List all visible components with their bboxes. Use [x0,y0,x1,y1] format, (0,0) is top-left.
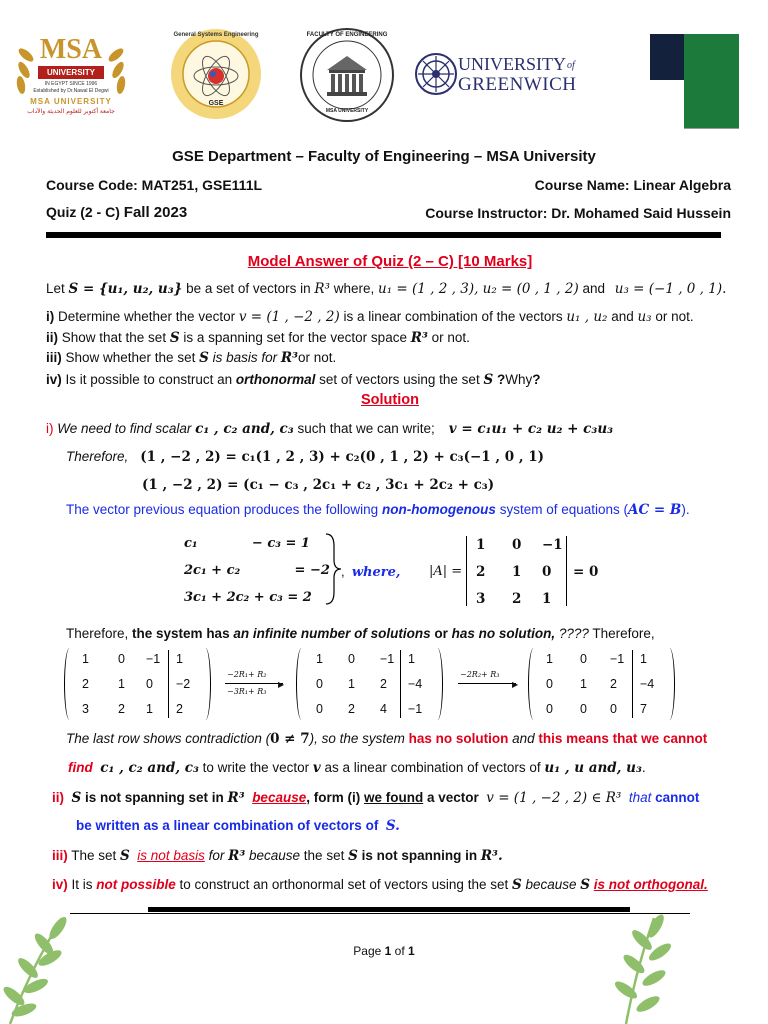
q-text: or not. [298,350,337,365]
text: S [511,877,522,893]
text: The set [67,848,121,863]
q-text: Is it possible to construct an [61,372,236,387]
arrow-2 [458,683,516,684]
answer-iv [52,877,708,893]
arrow-1 [225,683,283,684]
set-s: S [483,372,494,388]
matrix-cell: 0 [316,702,323,716]
msa-logo-sub: UNIVERSITY [38,66,104,79]
quiz-term: Fall 2023 [123,204,188,221]
intro-text: where, [330,281,379,296]
text: is not spanning set in [81,790,228,805]
system-eq-3: 3c₁ + 2c₂ + c₃ = 2 [184,590,312,605]
det-cell: 1 [542,591,552,607]
matrix-cell: 3 [82,702,89,716]
footer-rule-thick [148,907,630,912]
where-text: , where, [341,564,401,580]
matrix-cell: 1 [580,677,587,691]
text: R³ [227,790,245,806]
blue-text: system of equations ( [495,502,628,517]
q-text: set of vectors using the set [315,372,484,387]
q-text: is basis for [208,350,281,365]
text: as a linear combination of vectors of [320,760,545,775]
matrix-cell: 1 [640,652,647,666]
system-eq-2: 2c₁ + c₂ = −2 [184,563,330,578]
matrix-cell: 0 [316,677,323,691]
msa-logo-tag: IN EGYPT SINCE 1996 [44,81,98,87]
det-cell: 2 [512,591,522,607]
q-text: is a linear combination of the vectors [339,309,567,324]
text: It is [67,877,97,892]
text: c₁ , c₂ and, c₃ [100,760,199,776]
operation-1b: −3R₁+ R₃ [227,687,267,696]
answer-ii-cont [76,818,400,834]
matrix-cell: −4 [408,677,423,691]
matrix-cell: 4 [380,702,387,716]
matrix-cell: 2 [176,702,183,716]
matrix-cell: 0 [580,652,587,666]
text: the system has [132,626,234,641]
page-number [0,944,768,958]
gse-logo [170,28,262,120]
answer-label: ii) [52,790,64,805]
greenwich-of-text: of [567,60,575,71]
text: 0 ≠ 7 [270,731,310,747]
text: , form (i) [306,790,364,805]
foe-logo-bottom-text: MSA UNIVERSITY [325,108,369,114]
text: v [312,760,321,776]
page-of: of [391,944,409,958]
augment-bar [400,650,401,718]
blue-text: ). [681,502,690,517]
page-total: 1 [408,944,415,958]
question-ii [46,330,470,346]
answer-label: iii) [52,848,68,863]
matrix-cell: 1 [316,652,323,666]
answer-ii [52,790,699,806]
q-text: and [607,309,638,324]
corner-block-green [684,34,739,128]
corner-line [684,128,739,129]
matrix-cell: 0 [610,702,617,716]
text: and [508,731,539,746]
q-text: is a spanning set for the vector space [179,330,411,345]
det-cell: 2 [476,564,486,580]
arrow-1-head: ▶ [278,680,285,689]
matrix-cell: −4 [640,677,655,691]
text: a vector [423,790,483,805]
quiz-number: Quiz (2 - C) [46,204,120,220]
matrix-cell: 1 [408,652,415,666]
matrix-cell: −1 [146,652,161,666]
q-text: Determine whether the vector [54,309,239,324]
det-cell: 1 [512,564,522,580]
text: because [252,790,307,805]
text: is not spanning in [357,848,481,863]
text: to write the vector [198,760,313,775]
course-instructor: Course Instructor: Dr. Mohamed Said Hussein [425,205,731,221]
operation-2: −2R₂+ R₃ [460,670,500,679]
solution-label: i) [46,421,54,436]
matrix-cell: 0 [580,702,587,716]
equation-1: (1 , −2 , 2) = c₁(1 , 2 , 3) + c₂(0 , 1 , 2) + c₃(−1 , 0 , 1) [140,449,545,465]
course-name: Course Name: Linear Algebra [534,177,731,193]
matrix-cell: 1 [176,652,183,666]
solution-i-line [46,421,613,437]
det-a-label: |A| = [429,564,463,579]
det-bar-left [466,536,467,606]
text: or [430,626,452,641]
solution-text: We need to find scalar [53,421,196,436]
msa-logo-tag: Established by Dr.Nawal El Degwi [33,88,109,94]
leaf-branch-left-icon [0,910,80,1024]
system-eq-1: c₁ − c₃ = 1 [184,536,310,551]
q-label: iv) [46,372,62,387]
where-label: where, [351,565,401,580]
matrix-cell: −1 [380,652,395,666]
foe-logo-ring-text: FACULTY OF ENGINEERING [306,32,388,38]
vectors: u₁ , u₂ [566,309,608,325]
contradiction-line [66,731,707,747]
matrix-right-paren [432,648,443,720]
matrix-cell: 1 [82,652,89,666]
operation-1a: −2R₁+ R₂ [227,670,267,679]
set-s: S [169,330,180,346]
corner-block-navy [650,34,684,80]
find-line [68,760,646,776]
page-current: 1 [384,944,392,958]
matrix-cell: 2 [380,677,387,691]
det-equals-zero: = 0 [573,564,599,580]
text: S [348,848,358,864]
text: The last row shows contradiction ( [66,731,271,746]
matrix-cell: 2 [610,677,617,691]
q-text: Why [505,372,533,387]
model-answer-title: Model Answer of Quiz (2 – C) [10 Marks] [247,253,533,270]
greenwich-emblem-icon [414,52,458,96]
q-label: i) [46,309,55,324]
equation-2: (1 , −2 , 2) = (c₁ − c₃ , 2c₁ + c₂ , 3c₁ + 2c₂ + c₃) [142,477,495,493]
det-bar-right [566,536,567,606]
text: . [641,760,646,775]
text: because [245,848,301,863]
q-text: or not. [427,330,470,345]
matrix-cell: −1 [408,702,423,716]
matrix-left-paren [64,648,75,720]
text: to construct an orthonormal set of vectors using the set [175,877,512,892]
matrix-left-paren [528,648,539,720]
vector-v: v = (1 , −2 , 2) [238,309,340,325]
text: ???? [555,626,589,641]
therefore-text: Therefore, [66,449,129,464]
text: that [628,790,652,805]
blue-text: AC = B [628,502,682,518]
intro-line [46,281,726,297]
course-code: Course Code: MAT251, GSE111L [46,177,263,193]
question-iii [46,350,336,366]
quiz-label [46,204,187,221]
text: we found [363,790,424,805]
matrix-cell: −1 [610,652,625,666]
q-text: Show that the set [58,330,170,345]
det-cell: 0 [512,537,522,553]
matrix-cell: 2 [348,702,355,716]
q-text: or not. [651,309,694,324]
header-rule [46,232,721,238]
text: S. [385,818,400,834]
faculty-engineering-logo [300,28,394,122]
matrix-right-paren [664,648,675,720]
q-label: iii) [46,350,62,365]
gse-logo-ring-text: General Systems Engineering [173,32,259,38]
solution-heading: Solution [361,392,419,408]
matrix-cell: −2 [176,677,191,691]
text: v = (1 , −2 , 2) ∈ R³ [486,790,622,806]
arrow-2-head: ▶ [512,680,519,689]
intro-text: and [578,281,609,296]
department-line: GSE Department – Faculty of Engineering – MSA University [172,148,596,165]
blue-text: non-homogenous [381,502,496,517]
u1-u2: u₁ = (1 , 2 , 3), u₂ = (0 , 1 , 2) [378,281,579,297]
answer-label: iv) [52,877,68,892]
text: for [204,848,229,863]
scalars: c₁ , c₂ and, c₃ [195,421,294,437]
det-cell: −1 [542,537,563,553]
r3: R³ [280,350,298,366]
det-cell: 0 [542,564,552,580]
msa-logo [12,30,130,122]
text: Therefore, [588,626,655,641]
blue-text: The vector previous equation produces the following [66,502,382,517]
matrix-cell: 1 [348,677,355,691]
matrix-cell: 0 [348,652,355,666]
greenwich-name-text: GREENWICH [458,74,577,95]
set-s: S = {u₁, u₂, u₃} [68,281,183,297]
text: Therefore, [66,626,133,641]
text: has no solution, [451,626,556,641]
matrix-cell: 0 [546,702,553,716]
question-i [46,309,694,325]
matrix-cell: 0 [118,652,125,666]
set-s: S [199,350,209,366]
augment-bar [168,650,169,718]
q-text: ? [493,372,506,387]
det-cell: 1 [476,537,486,553]
msa-logo-text: MSA [39,34,103,65]
matrix-cell: 0 [146,677,153,691]
text: find [68,760,93,775]
det-cell: 3 [476,591,486,607]
page-prefix: Page [353,944,385,958]
therefore-line [66,449,544,465]
non-homogenous-line [66,502,690,518]
equation: v = c₁u₁ + c₂ u₂ + c₃u₃ [448,421,614,437]
intro-text: be a set of vectors in [182,281,315,296]
matrix-left-paren [296,648,307,720]
q-text: ? [532,372,541,387]
q-text: Show whether the set [61,350,200,365]
gse-logo-label: GSE [208,100,224,107]
text: an infinite number of solutions [233,626,431,641]
text: not possible [96,877,176,892]
augment-bar [632,650,633,718]
msa-logo-tag: جامعة أكتوبر للعلوم الحديثة والآداب [27,108,115,115]
matrix-cell: 2 [118,702,125,716]
matrix-right-paren [200,648,211,720]
question-iv [46,372,540,388]
solution-text: such that we can write; [293,421,435,436]
q-label: ii) [46,330,58,345]
r3: R³ [410,330,428,346]
text: this means that we cannot [538,731,708,746]
intro-text: Let [46,281,69,296]
matrix-cell: 2 [82,677,89,691]
text: cannot [655,790,700,805]
msa-logo-tag: MSA UNIVERSITY [30,97,112,106]
leaf-branch-right-icon [596,910,686,1024]
text: is not orthogonal. [593,877,708,892]
u3: u₃ = (−1 , 0 , 1). [614,281,727,297]
text: S [71,790,82,806]
text: be written as a linear combination of vectors of [76,818,379,833]
q-text: orthonormal [235,372,316,387]
text: S [580,877,591,893]
text: S [120,848,130,864]
text: ), so the system [309,731,409,746]
text: because [521,877,577,892]
text: u₁ , u and, u₃ [544,760,642,776]
text: has no solution [408,731,509,746]
greenwich-university-text: UNIVERSITY [458,54,566,74]
answer-iii [52,848,503,864]
text: R³. [480,848,503,864]
greenwich-logo [414,52,594,102]
text: is not basis [137,848,205,863]
infinite-solutions-line [66,626,655,641]
vectors: u₃ [637,309,652,325]
text: R³ [228,848,246,864]
matrix-cell: 0 [546,677,553,691]
matrix-cell: 1 [146,702,153,716]
r3: R³ [314,281,330,297]
matrix-cell: 7 [640,702,647,716]
text: the set [300,848,349,863]
matrix-cell: 1 [118,677,125,691]
matrix-cell: 1 [546,652,553,666]
